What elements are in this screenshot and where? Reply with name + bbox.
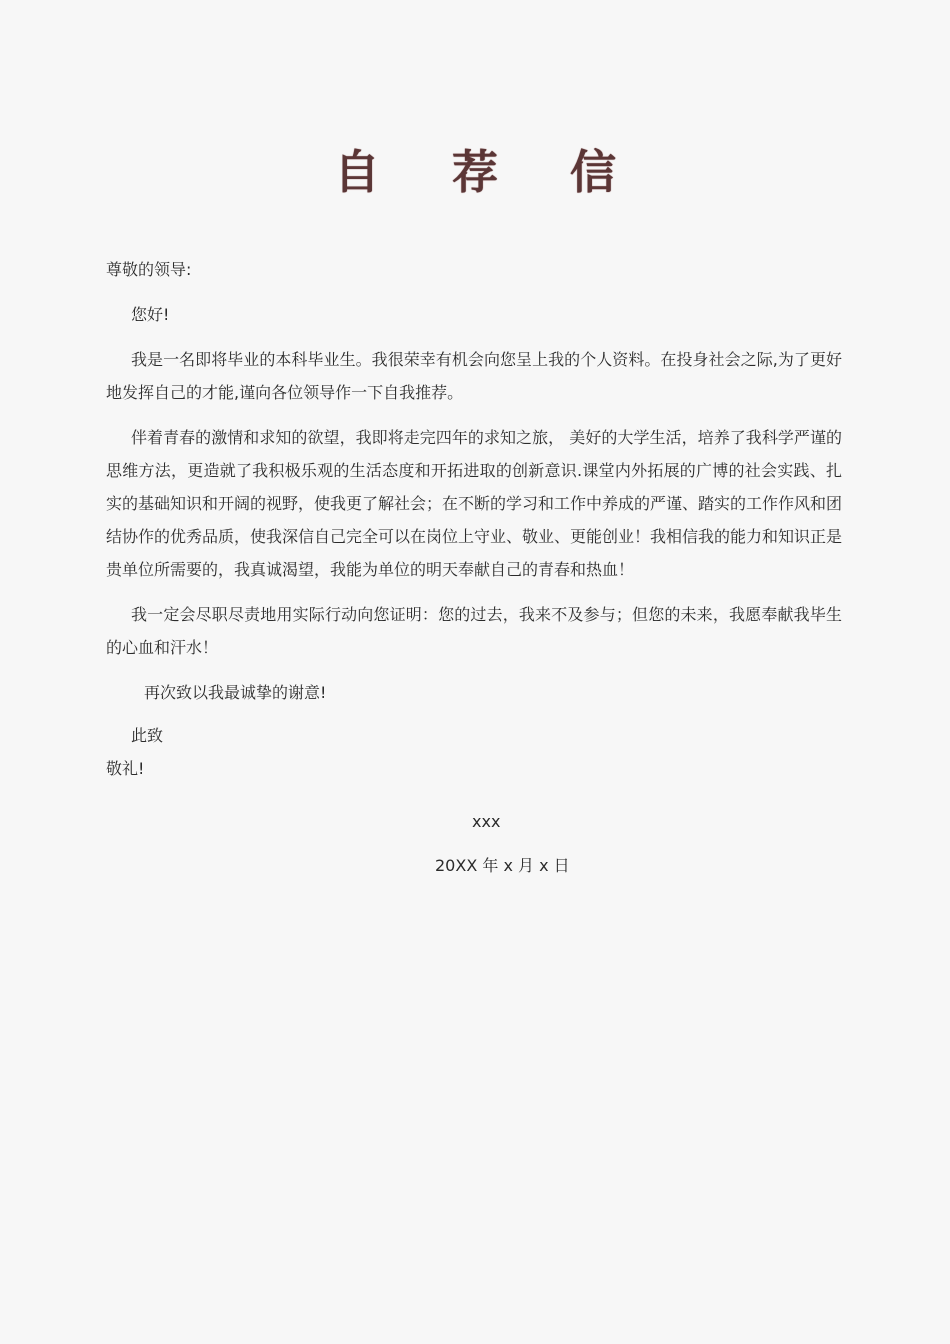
letter-title: 自 荐 信	[333, 145, 645, 199]
paragraph-experience: 伴着青春的激情和求知的欲望，我即将走完四年的求知之旅， 美好的大学生活，培养了我科学严谨的思维方法，更造就了我积极乐观的生活态度和开拓进取的创新意识.课堂内外拓展的广博的社会实践、扎实的基础知识和开阔的视野，使我更了解社会；在不断的学习和工作中养成的严谨、踏实的工作作风和团结协作的优秀品质，使我深信自己完全可以在岗位上守业、敬业、更能创业！我相信我的能力和知识正是贵单位所需要的，我真诚渴望，我能为单位的明天奉献自己的青春和热血！	[106, 428, 843, 579]
salutation: 尊敬的领导:	[106, 260, 192, 279]
closing-line-2: 敬礼!	[106, 759, 145, 778]
paragraph-thanks: 再次致以我最诚挚的谢意!	[144, 683, 327, 702]
closing-line-1: 此致	[131, 726, 164, 745]
letter-date: 20XX 年 x 月 x 日	[435, 856, 570, 875]
greeting: 您好!	[131, 305, 170, 324]
paragraph-commitment: 我一定会尽职尽责地用实际行动向您证明：您的过去，我来不及参与；但您的未来，我愿奉献我毕生的心血和汗水！	[106, 605, 842, 657]
signature: xxx	[472, 812, 501, 831]
letter-body	[106, 253, 842, 787]
paragraph-intro: 我是一名即将毕业的本科毕业生。我很荣幸有机会向您呈上我的个人资料。在投身社会之际,为了更好地发挥自己的才能,谨向各位领导作一下自我推荐。	[106, 350, 842, 402]
